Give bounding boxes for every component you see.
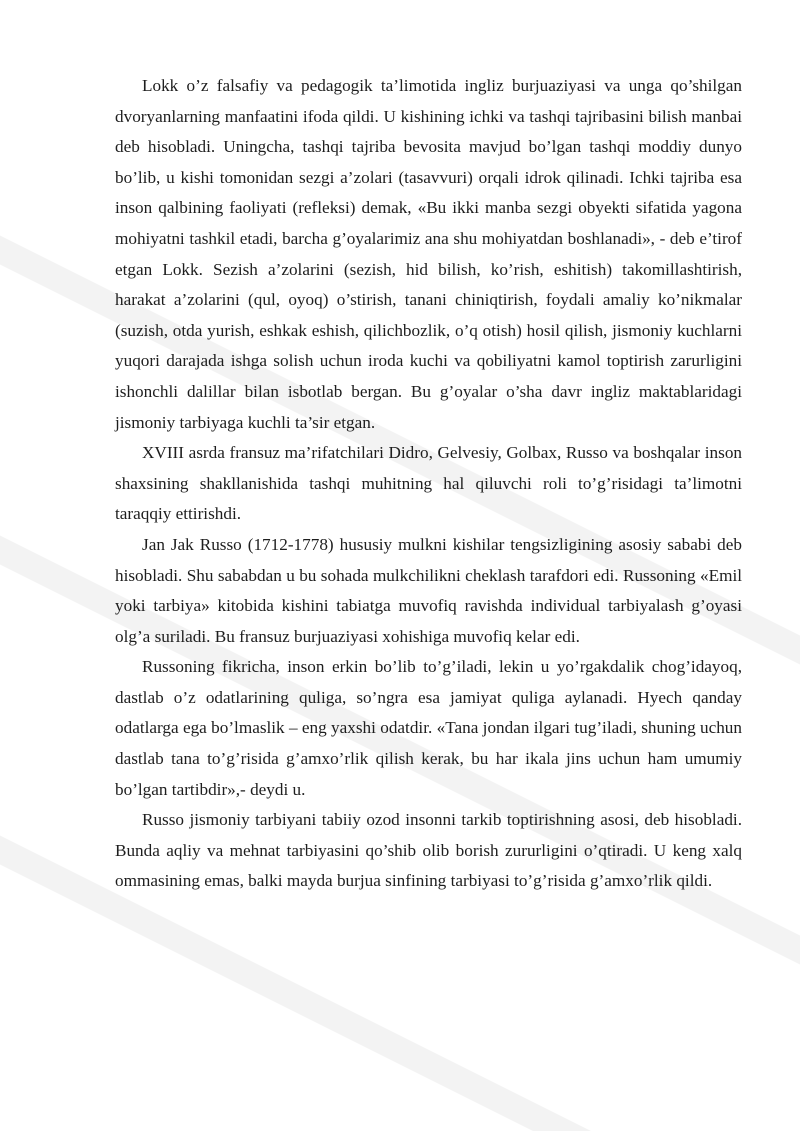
paragraph-lokk: Lokk o’z falsafiy va pedagogik ta’limotida ingliz burjuaziyasi va unga qo’shilgan dvoryanlarning manfaatini ifoda qildi. U kishining ichki va tashqi tajribasini bilish manbai deb hisobladi. Uningcha, tashqi tajriba bevosita mavjud bo’lgan tashqi moddiy dunyo bo’lib, u kishi tomonidan sezgi a’zolari (tasavvuri) orqali idrok qilinadi. Ichki tajriba esa inson qalbining faoliyati (refleksi) demak, «Bu ikki manba sezgi obyekti sifatida yagona mohiyatni tashkil etadi, barcha g’oyalarimiz ana shu mohiyatdan boshlanadi», - deb e’tirof etgan Lokk. Sezish a’zolarini (sezish, hid bilish, ko’rish, eshitish) takomillashtirish, harakat a’zolarini (qul, oyoq) o’stirish, tanani chiniqtirish, foydali amaliy ko’nikmalar (suzish, otda yurish, eshkak eshish, qilichbozlik, o’q otish) hosil qilish, jismoniy kuchlarni yuqori darajada ishga solish uchun iroda kuchi va qobiliyatni kamol toptirish zarurligini ishonchli dalillar bilan isbotlab bergan. Bu g’oyalar o’sha davr ingliz maktablaridagi jismoniy tarbiyaga kuchli ta’sir etgan.	[115, 76, 742, 432]
paragraph-russo-views: Russoning fikricha, inson erkin bo’lib to’g’iladi, lekin u yo’rgakdalik chog’idayoq, dastlab o’z odatlarining quliga, so’ngra esa jamiyat quliga aylanadi. Hyech qanday odatlarga ega bo’lmaslik – eng yaxshi odatdir. «Tana jondan ilgari tug’iladi, shuning uchun dastlab tana to’g’risida g’amxo’rlik qilish kerak, bu har ikala jins uchun ham umumiy bo’lgan tartibdir»,- deydi u.	[115, 657, 742, 799]
document-page	[115, 71, 742, 897]
paragraph-russo-physical-education: Russo jismoniy tarbiyani tabiiy ozod insonni tarkib toptirishning asosi, deb hisobladi. Bunda aqliy va mehnat tarbiyasini qo’shib olib borish zururligini o’qtiradi. U keng xalq ommasining emas, balki mayda burjua sinfining tarbiyasi to’g’risida g’amxo’rlik qildi.	[115, 810, 742, 891]
paragraph-french-enlighteners: XVIII asrda fransuz ma’rifatchilari Didro, Gelvesiy, Golbax, Russo va boshqalar inson shaxsining shakllanishida tashqi muhitning hal qiluvchi roli to’g’risidagi ta’limotni taraqqiy ettirishdi.	[115, 443, 742, 524]
paragraph-russo-property: Jan Jak Russo (1712-1778) hususiy mulkni kishilar tengsizligining asosiy sababi deb hisobladi. Shu sababdan u bu sohada mulkchilikni cheklash tarafdori edi. Russoning «Emil yoki tarbiya» kitobida kishini tabiatga muvofiq ravishda individual tarbiyalash g’oyasi olg’a suriladi. Bu fransuz burjuaziyasi xohishiga muvofiq kelar edi.	[115, 534, 742, 646]
